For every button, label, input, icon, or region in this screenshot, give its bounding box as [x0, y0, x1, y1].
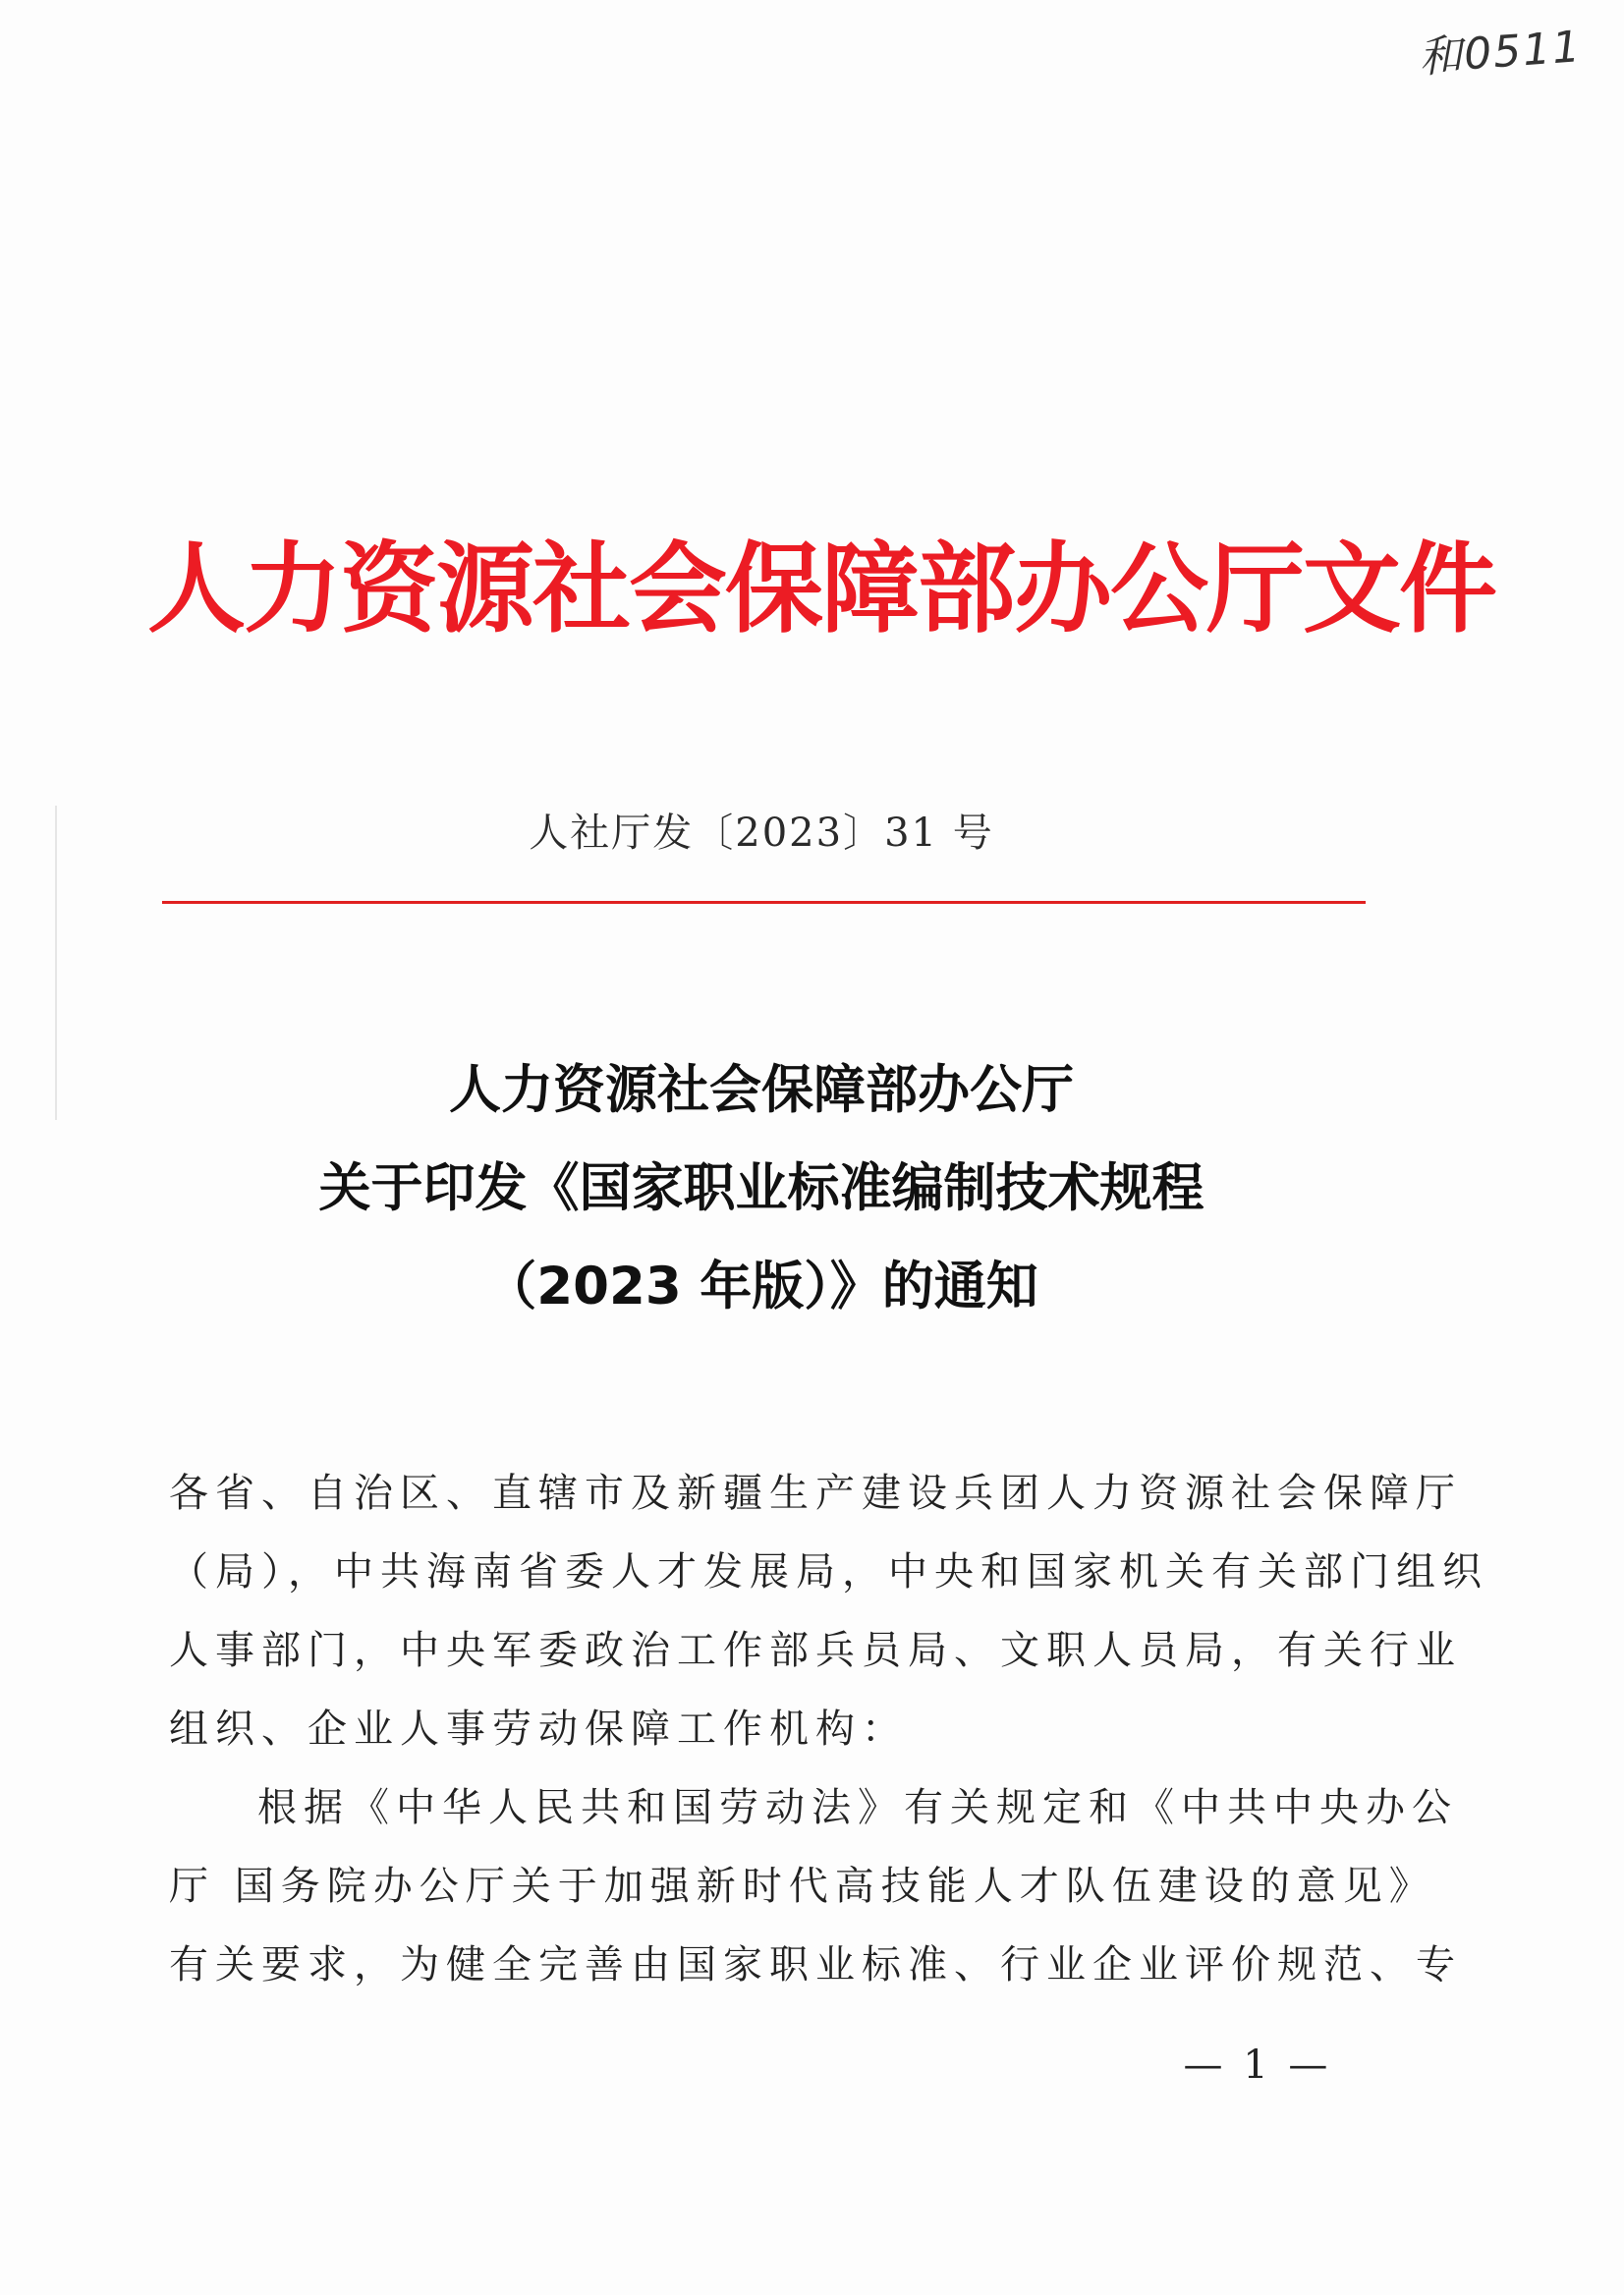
- body-line: （局），中共海南省委人才发展局，中央和国家机关有关部门组织: [169, 1549, 1488, 1595]
- handwritten-annotation-image: [1413, 16, 1584, 86]
- handwritten-annotation-text: 和0511: [1417, 22, 1584, 84]
- body-line: 各省、自治区、直辖市及新疆生产建设兵团人力资源社会保障厅: [169, 1471, 1462, 1516]
- body-text: [169, 1454, 1488, 2004]
- page-number: — 1 —: [1183, 2043, 1332, 2088]
- issuer-header-title: 人力资源社会保障部办公厅文件: [147, 532, 1495, 646]
- notice-title: [147, 1041, 1375, 1336]
- body-line: 厅 国务院办公厅关于加强新时代高技能人才队伍建设的意见》: [169, 1864, 1435, 1909]
- body-line: 有关要求，为健全完善由国家职业标准、行业企业评价规范、专: [169, 1942, 1462, 1987]
- body-line: 人事部门，中央军委政治工作部兵员局、文职人员局，有关行业: [169, 1628, 1462, 1673]
- notice-title-line-3: （2023 年版）》的通知: [484, 1257, 1038, 1316]
- body-line: 根据《中华人民共和国劳动法》有关规定和《中共中央办公: [257, 1785, 1458, 1830]
- document-number: 人社厅发〔2023〕31 号: [529, 811, 994, 856]
- red-separator-line: [162, 901, 1366, 904]
- scan-edge-mark: [55, 806, 57, 1120]
- body-line: 组织、企业人事劳动保障工作机构：: [169, 1707, 908, 1752]
- notice-title-line-2: 关于印发《国家职业标准编制技术规程: [318, 1158, 1204, 1218]
- handwritten-annotation: [1413, 16, 1584, 86]
- notice-title-line-1: 人力资源社会保障部办公厅: [449, 1060, 1074, 1120]
